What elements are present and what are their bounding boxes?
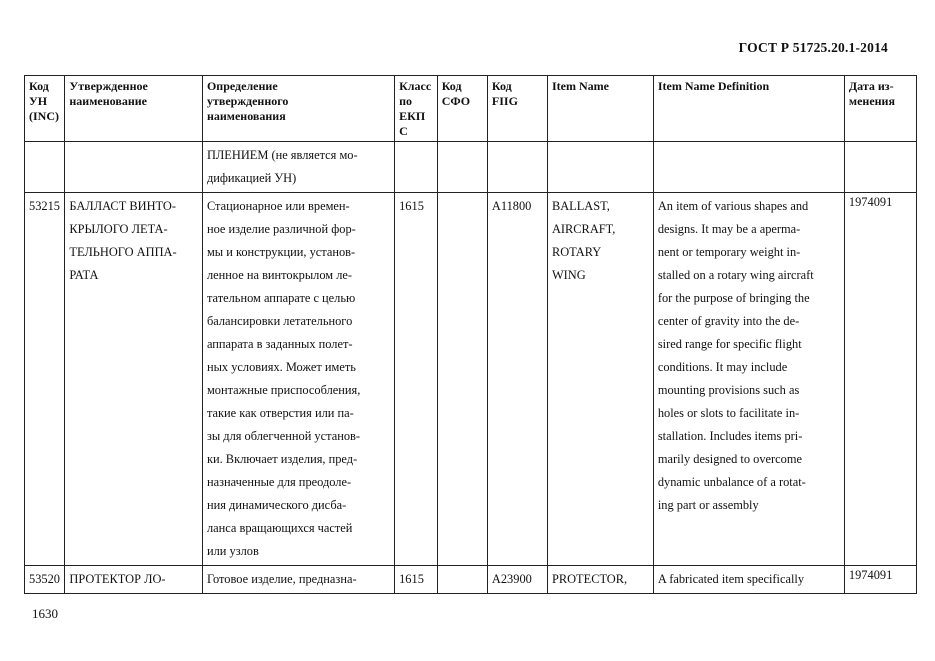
cell-change-date [844, 193, 916, 566]
header-line: Определение [206, 79, 278, 93]
header-fiig [487, 76, 547, 142]
cell-value: 1615 [399, 572, 424, 586]
header-line: (INC) [29, 109, 59, 123]
cell-line: ПЛЕНИЕМ (не является мо- [206, 148, 358, 162]
cell-line: зы для облегченной установ- [206, 429, 360, 443]
cell-item-definition [653, 566, 844, 594]
header-line: Код [441, 79, 462, 93]
header-class [395, 76, 438, 142]
header-line: наименование [69, 94, 147, 108]
classification-table [24, 75, 917, 594]
cell-line: stalled on a rotary wing aircraft [657, 268, 814, 282]
header-name-ru [65, 76, 203, 142]
header-change-date [844, 76, 916, 142]
cell-value: 53520 [29, 572, 60, 586]
cell-line: РАТА [69, 268, 99, 282]
header-inc [25, 76, 65, 142]
table-body [25, 142, 917, 594]
header-line: менения [848, 94, 895, 108]
cell-name-ru [65, 193, 203, 566]
header-line: Item Name [551, 79, 609, 93]
cell-line: аппарата в заданных полет- [206, 337, 353, 351]
cell-line: КРЫЛОГО ЛЕТА- [69, 222, 168, 236]
header-line: Утвержденное [69, 79, 148, 93]
header-line: по [399, 94, 413, 108]
cell-line: Готовое изделие, предназна- [206, 572, 357, 586]
cell-sfo [437, 193, 487, 566]
cell-line: или узлов [206, 544, 259, 558]
cell-value: 1974091 [848, 195, 893, 209]
header-line: УН [29, 94, 48, 108]
cell-class [395, 566, 438, 594]
cell-line: ленное на винтокрылом ле- [206, 268, 353, 282]
cell-line: ROTARY [551, 245, 602, 259]
cell-line: A fabricated item specifically [657, 572, 805, 586]
header-line: Класс [399, 79, 432, 93]
cell-item-definition [653, 193, 844, 566]
table-row [25, 566, 917, 594]
cell-line: WING [551, 268, 586, 282]
cell-definition-ru [202, 142, 394, 193]
cell-line: Стационарное или времен- [206, 199, 350, 213]
cell-line: ных условиях. Может иметь [206, 360, 356, 374]
cell-line: dynamic unbalance of a rotat- [657, 475, 806, 489]
cell-line: ное изделие различной фор- [206, 222, 356, 236]
cell-fiig [487, 142, 547, 193]
cell-line: center of gravity into the de- [657, 314, 800, 328]
header-line: ЕКП [399, 109, 426, 123]
cell-line: тательном аппарате с целью [206, 291, 356, 305]
cell-definition-ru [202, 193, 394, 566]
cell-line: conditions. It may include [657, 360, 788, 374]
cell-sfo [437, 142, 487, 193]
cell-inc [25, 193, 65, 566]
header-line: Код [29, 79, 49, 93]
table-row [25, 193, 917, 566]
cell-fiig [487, 193, 547, 566]
cell-line: балансировки летательного [206, 314, 353, 328]
header-line: FIIG [491, 94, 518, 108]
cell-value: 1974091 [848, 568, 893, 582]
cell-line: nent or temporary weight in- [657, 245, 801, 259]
header-line: утвержденного [206, 94, 289, 108]
table-row [25, 142, 917, 193]
cell-line: AIRCRAFT, [551, 222, 616, 236]
header-line: наименования [206, 109, 286, 123]
cell-item-name [547, 142, 653, 193]
header-line: Item Name Definition [657, 79, 770, 93]
cell-fiig [487, 566, 547, 594]
cell-line: stallation. Includes items pri- [657, 429, 803, 443]
header-sfo [437, 76, 487, 142]
cell-line: такие как отверстия или па- [206, 406, 354, 420]
cell-value: 53215 [29, 199, 60, 213]
cell-name-ru [65, 142, 203, 193]
cell-line: sired range for specific flight [657, 337, 802, 351]
cell-line: монтажные приспособления, [206, 383, 361, 397]
cell-change-date [844, 142, 916, 193]
cell-line: мы и конструкции, установ- [206, 245, 356, 259]
cell-line: holes or slots to facilitate in- [657, 406, 800, 420]
cell-value: 1615 [399, 199, 424, 213]
cell-inc [25, 142, 65, 193]
cell-line: PROTECTOR, [551, 572, 628, 586]
cell-value: A23900 [491, 572, 532, 586]
cell-definition-ru [202, 566, 394, 594]
cell-sfo [437, 566, 487, 594]
header-line: Дата из- [848, 79, 894, 93]
cell-class [395, 142, 438, 193]
cell-line: назначенные для преодоле- [206, 475, 352, 489]
cell-line: БАЛЛАСТ ВИНТО- [69, 199, 176, 213]
cell-item-name [547, 193, 653, 566]
cell-class [395, 193, 438, 566]
table-header-row [25, 76, 917, 142]
cell-line: ТЕЛЬНОГО АППА- [69, 245, 177, 259]
standard-designation: ГОСТ Р 51725.20.1-2014 [738, 40, 888, 55]
cell-value: A11800 [491, 199, 532, 213]
cell-line: ПРОТЕКТОР ЛО- [69, 572, 166, 586]
cell-line: BALLAST, [551, 199, 610, 213]
cell-line: ing part or assembly [657, 498, 759, 512]
cell-name-ru [65, 566, 203, 594]
cell-change-date [844, 566, 916, 594]
cell-line: ки. Включает изделия, пред- [206, 452, 358, 466]
cell-line: for the purpose of bringing the [657, 291, 810, 305]
cell-line: An item of various shapes and [657, 199, 809, 213]
cell-line: marily designed to overcome [657, 452, 803, 466]
cell-item-definition [653, 142, 844, 193]
header-line: СФО [441, 94, 471, 108]
cell-line: mounting provisions such as [657, 383, 800, 397]
cell-line: дификацией УН) [206, 171, 297, 185]
header-line: С [399, 124, 408, 138]
header-line: Код [491, 79, 512, 93]
header-definition-ru [202, 76, 394, 142]
page-number: 1630 [32, 606, 58, 621]
header-item-name [547, 76, 653, 142]
cell-line: ланса вращающихся частей [206, 521, 353, 535]
cell-line: designs. It may be a aperma- [657, 222, 801, 236]
cell-item-name [547, 566, 653, 594]
header-item-definition [653, 76, 844, 142]
cell-inc [25, 566, 65, 594]
cell-line: ния динамического дисба- [206, 498, 347, 512]
